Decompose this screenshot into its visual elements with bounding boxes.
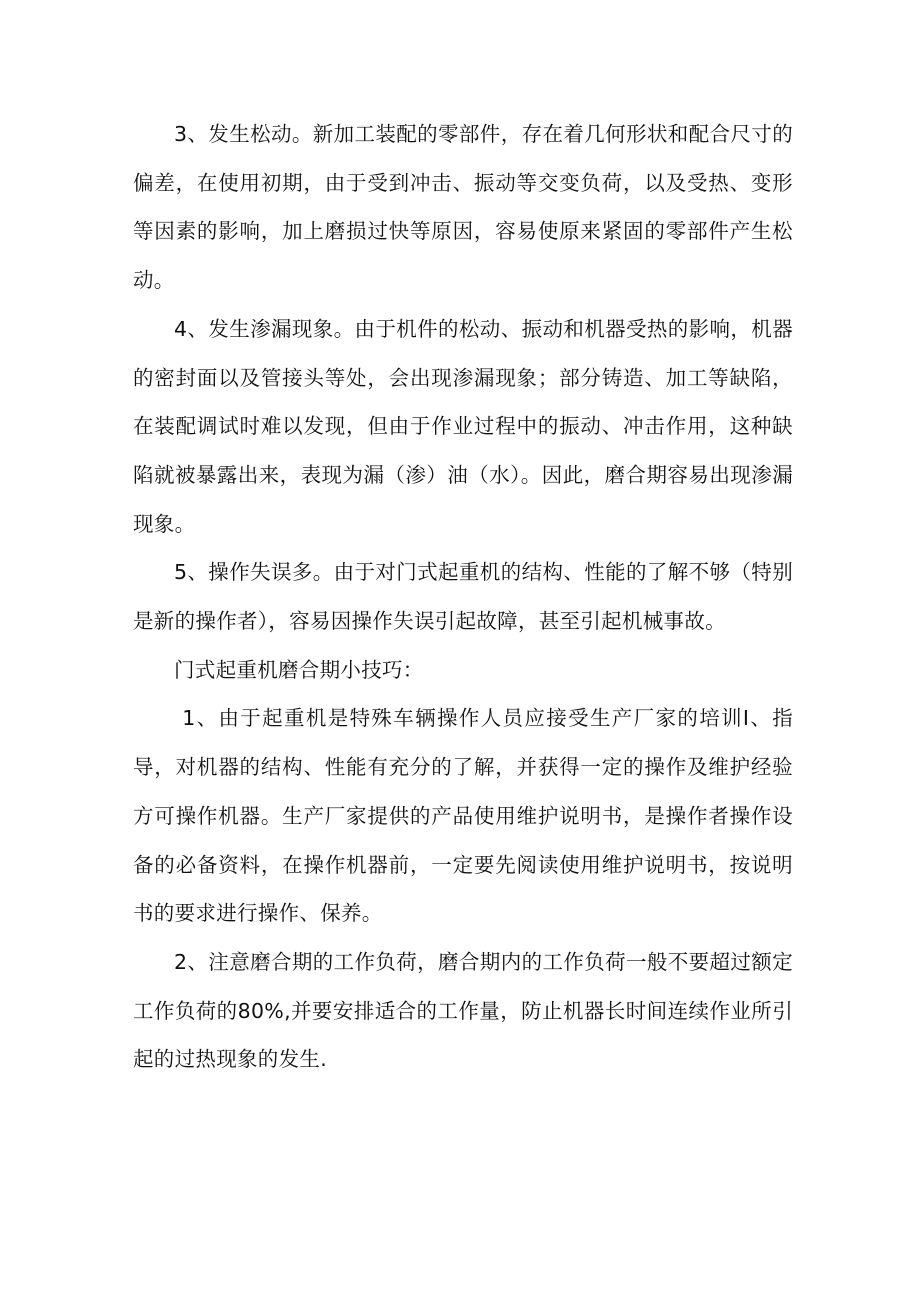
document-body	[133, 110, 793, 1084]
section-heading-tips: 门式起重机磨合期小技巧：	[174, 657, 424, 682]
paragraph-tip-training: 1、由于起重机是特殊车辆操作人员应接受生产厂家的培训I、指导，对机器的结构、性能有充分的了解，并获得一定的操作及维护经验方可操作机器。生产厂家提供的产品使用维护说明书，是操作者操作设备的必备资料，在操作机器前，一定要先阅读使用维护说明书，按说明书的要求进行操作、保养。	[133, 706, 793, 926]
paragraph-leakage: 4、发生渗漏现象。由于机件的松动、振动和机器受热的影响，机器的密封面以及管接头等处，会出现渗漏现象；部分铸造、加工等缺陷，在装配调试时难以发现，但由于作业过程中的振动、冲击作用，这种缺陷就被暴露出来，表现为漏（渗）油（水）。因此，磨合期容易出现渗漏现象。	[133, 316, 793, 536]
paragraph-operation-errors: 5、操作失误多。由于对门式起重机的结构、性能的了解不够（特别是新的操作者），容易因操作失误引起故障，甚至引起机械事故。	[133, 560, 793, 634]
paragraph-loosening: 3、发生松动。新加工装配的零部件，存在着几何形状和配合尺寸的偏差，在使用初期，由于受到冲击、振动等交变负荷，以及受热、变形等因素的影响，加上磨损过快等原因，容易使原来紧固的零部件产生松动。	[133, 122, 793, 293]
paragraph-tip-workload: 2、注意磨合期的工作负荷，磨合期内的工作负荷一般不要超过额定工作负荷的80%,并要安排适合的工作量，防止机器长时间连续作业所引起的过热现象的发生.	[133, 949, 793, 1072]
